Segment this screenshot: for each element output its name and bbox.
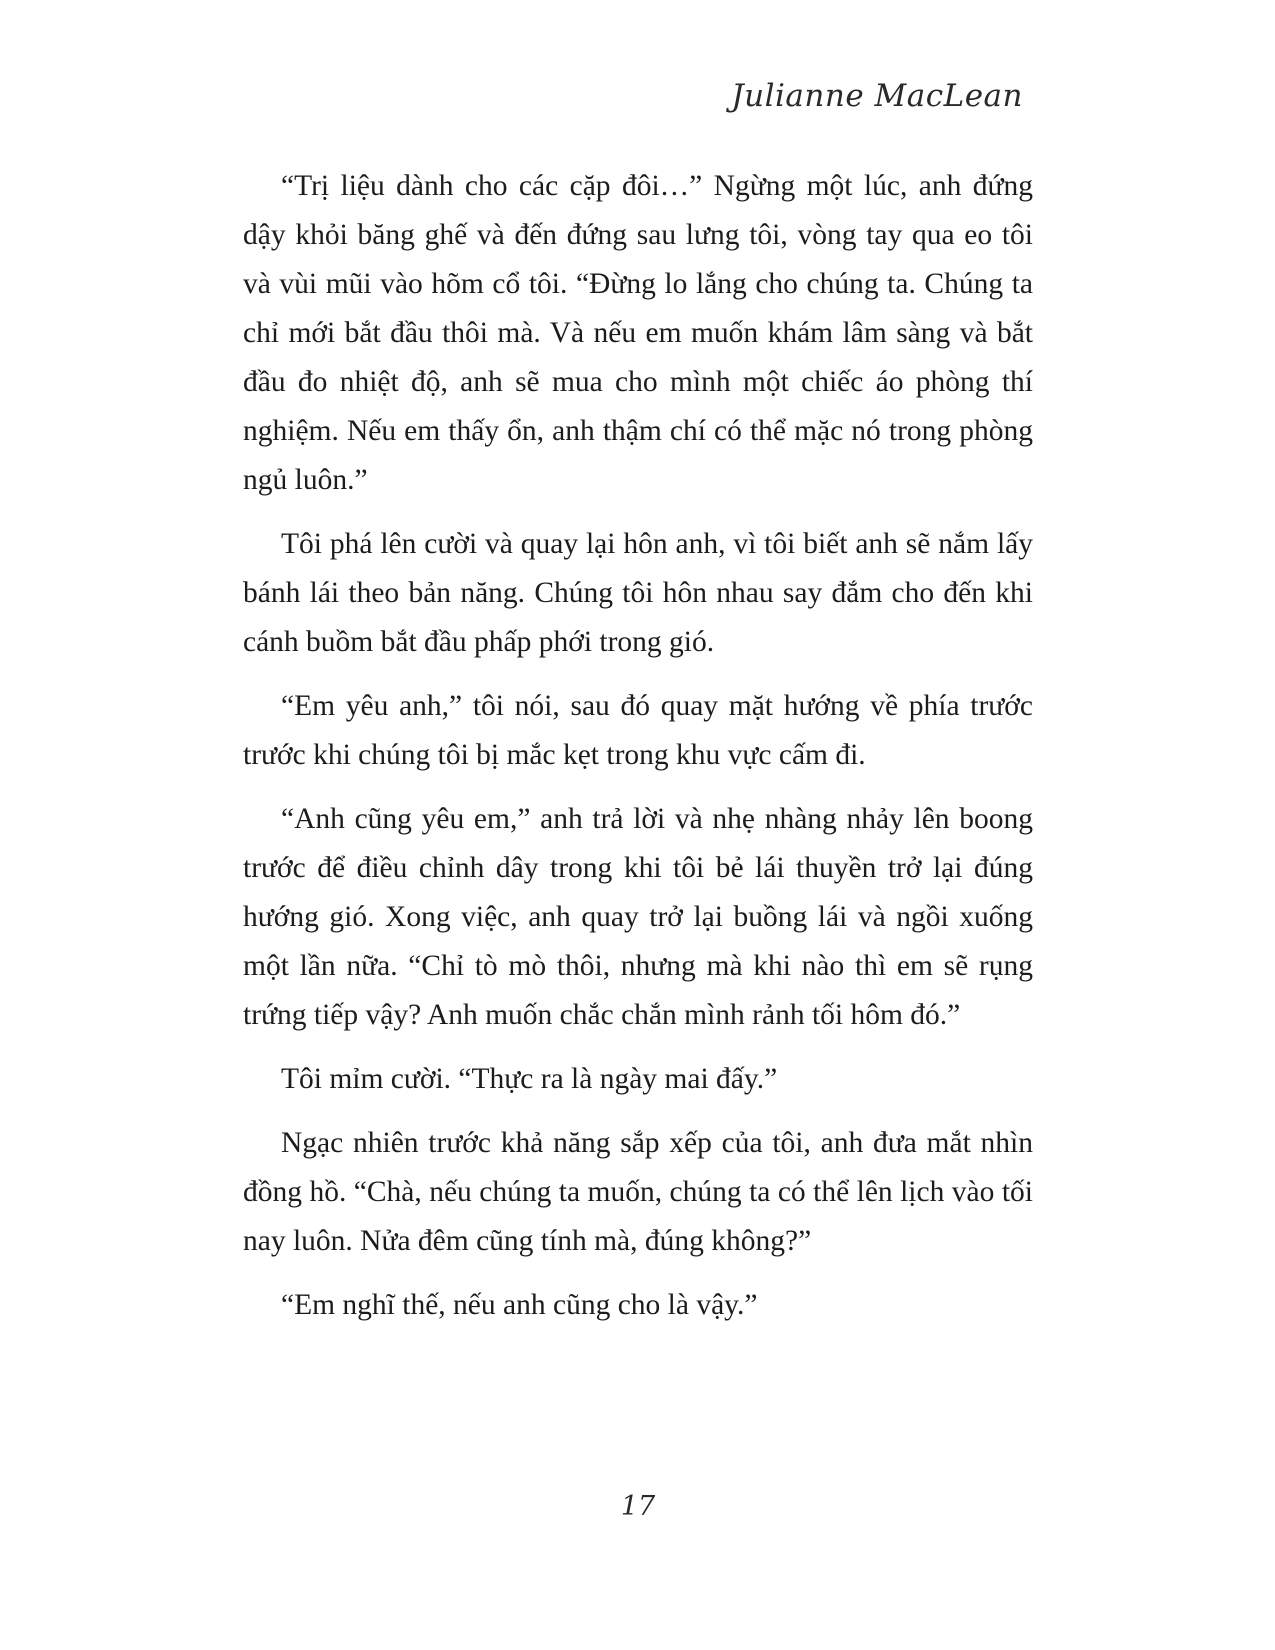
running-header-author: Julianne MacLean: [731, 78, 1023, 114]
paragraph-6: Ngạc nhiên trước khả năng sắp xếp của tôi, anh đưa mắt nhìn đồng hồ. “Chà, nếu chúng ta muốn, chúng ta có thể lên lịch vào tối nay luôn. Nửa đêm cũng tính mà, đúng không?”: [243, 1127, 1033, 1257]
paragraph-7: “Em nghĩ thế, nếu anh cũng cho là vậy.”: [281, 1289, 758, 1321]
body-text: [243, 162, 1033, 1345]
paragraph-5: Tôi mỉm cười. “Thực ra là ngày mai đấy.”: [281, 1063, 778, 1095]
page-number: 17: [620, 1491, 656, 1522]
paragraph-1: “Trị liệu dành cho các cặp đôi…” Ngừng một lúc, anh đứng dậy khỏi băng ghế và đến đứng sau lưng tôi, vòng tay qua eo tôi và vùi mũi vào hõm cổ tôi. “Đừng lo lắng cho chúng ta. Chúng ta chỉ mới bắt đầu thôi mà. Và nếu em muốn khám lâm sàng và bắt đầu đo nhiệt độ, anh sẽ mua cho mình một chiếc áo phòng thí nghiệm. Nếu em thấy ổn, anh thậm chí có thể mặc nó trong phòng ngủ luôn.”: [243, 170, 1033, 496]
paragraph-3: “Em yêu anh,” tôi nói, sau đó quay mặt hướng về phía trước trước khi chúng tôi bị mắc kẹt trong khu vực cấm đi.: [243, 690, 1033, 771]
paragraph-4: “Anh cũng yêu em,” anh trả lời và nhẹ nhàng nhảy lên boong trước để điều chỉnh dây trong khi tôi bẻ lái thuyền trở lại đúng hướng gió. Xong việc, anh quay trở lại buồng lái và ngồi xuống một lần nữa. “Chỉ tò mò thôi, nhưng mà khi nào thì em sẽ rụng trứng tiếp vậy? Anh muốn chắc chắn mình rảnh tối hôm đó.”: [243, 803, 1033, 1031]
paragraph-2: Tôi phá lên cười và quay lại hôn anh, vì tôi biết anh sẽ nắm lấy bánh lái theo bản năng. Chúng tôi hôn nhau say đắm cho đến khi cánh buồm bắt đầu phấp phới trong gió.: [243, 528, 1033, 658]
